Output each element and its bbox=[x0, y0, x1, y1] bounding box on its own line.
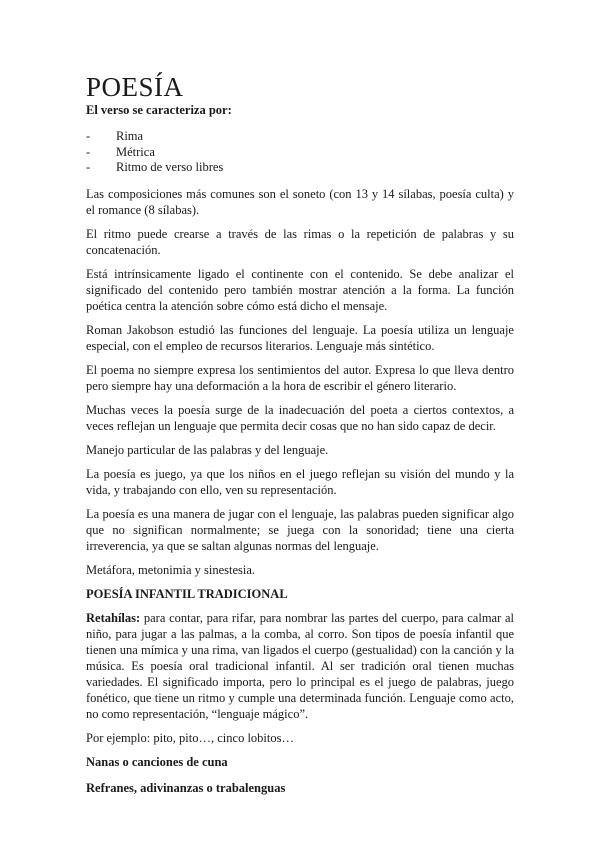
section-title: POESÍA INFANTIL TRADICIONAL bbox=[86, 586, 288, 601]
verse-heading: El verso se caracteriza por: bbox=[86, 103, 232, 117]
nanas-heading: Nanas o canciones de cuna bbox=[86, 754, 228, 769]
paragraph: Muchas veces la poesía surge de la inadecuación del poeta a ciertos contextos, a veces reflejan un lenguaje que permita decir cosas que no han sido capaz de decir. bbox=[86, 402, 514, 433]
paragraph: El ritmo puede crearse a través de las rimas o la repetición de palabras y su concatenación. bbox=[86, 226, 514, 257]
retahilas-paragraph bbox=[86, 610, 514, 722]
list-item: - Métrica bbox=[86, 145, 514, 161]
paragraph: Manejo particular de las palabras y del lenguaje. bbox=[86, 442, 329, 457]
paragraph: Metáfora, metonimia y sinestesia. bbox=[86, 562, 256, 577]
retahilas-text: para contar, para rifar, para nombrar las partes del cuerpo, para calmar al niño, para jugar a las palmas, a la comba, al corro. Son tipos de poesía infantil que tienen una mímica y una rima, van ligados el cuerpo (gestualidad) con la canción y la música. Es poesía oral tradicional infantil. Al ser tradición oral tienen muchas variedades. El significado importa, pero lo principal es el juego de palabras, juego fonético, que tiene un ritmo y cumple una determinada función. Lenguaje como acto, no como representación, “lenguaje mágico”. bbox=[86, 610, 514, 721]
refranes-heading: Refranes, adivinanzas o trabalenguas bbox=[86, 780, 286, 795]
paragraph: La poesía es juego, ya que los niños en el juego reflejan su visión del mundo y la vida, y trabajando con ello, ven su representación. bbox=[86, 466, 514, 497]
retahilas-label: Retahílas: bbox=[86, 610, 141, 625]
list-item: - Ritmo de verso libres bbox=[86, 160, 514, 176]
paragraph: El poema no siempre expresa los sentimientos del autor. Expresa lo que lleva dentro pero siempre hay una deformación a la hora de escribir el género literario. bbox=[86, 362, 514, 393]
page-title: POESÍA bbox=[86, 72, 184, 102]
paragraph: Está intrínsicamente ligado el continente con el contenido. Se debe analizar el significado del contenido pero también mostrar atención a la forma. La función poética centra la atención sobre cómo está dicho el mensaje. bbox=[86, 266, 514, 313]
paragraph: Roman Jakobson estudió las funciones del lenguaje. La poesía utiliza un lenguaje especial, con el empleo de recursos literarios. Lenguaje más sintético. bbox=[86, 322, 514, 353]
example-paragraph: Por ejemplo: pito, pito…, cinco lobitos… bbox=[86, 730, 294, 745]
paragraph: Las composiciones más comunes son el soneto (con 13 y 14 sílabas, poesía culta) y el romance (8 sílabas). bbox=[86, 186, 514, 217]
verse-features-list bbox=[86, 129, 514, 176]
paragraph: La poesía es una manera de jugar con el lenguaje, las palabras pueden significar algo que no significan normalmente; se juega con la sonoridad; tiene una cierta irreverencia, ya que se saltan algunas normas del lenguaje. bbox=[86, 506, 514, 553]
list-item: - Rima bbox=[86, 129, 514, 145]
